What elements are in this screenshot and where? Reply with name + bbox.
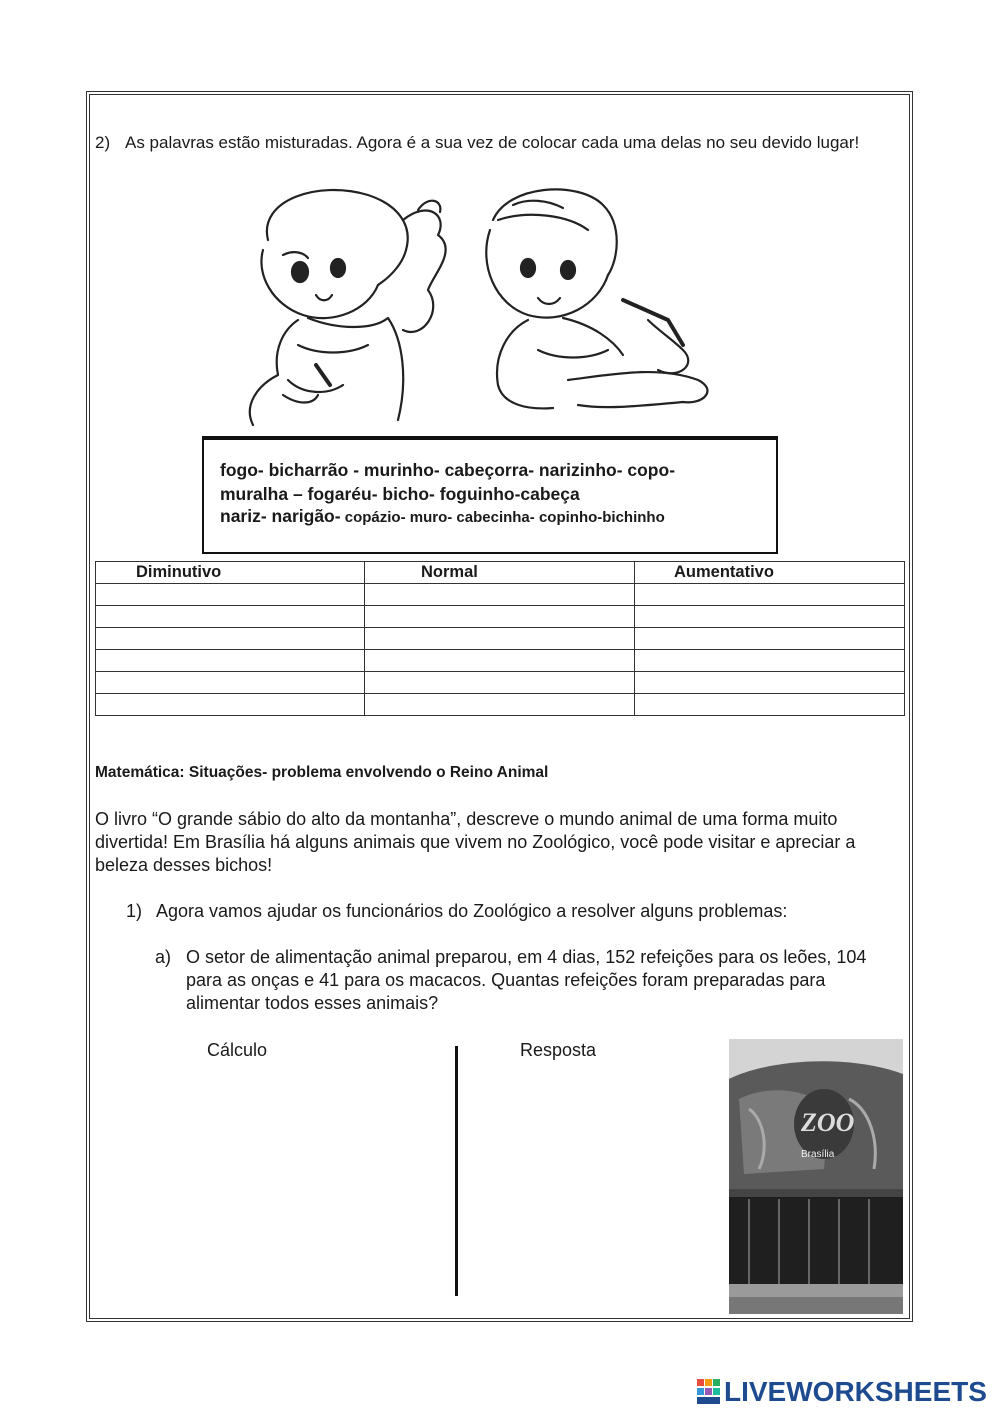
calc-answer-divider xyxy=(455,1046,458,1296)
zoo-sign-subtext: Brasília xyxy=(801,1149,835,1160)
table-row xyxy=(96,584,905,606)
table-header-row xyxy=(96,562,905,584)
liveworksheets-wordmark: LIVEWORKSHEETS xyxy=(724,1376,987,1407)
word-bank-box xyxy=(202,436,778,554)
liveworksheets-mark-icon xyxy=(697,1379,721,1405)
math-item-a-letter: a) xyxy=(155,947,172,967)
answer-cell[interactable] xyxy=(96,584,365,606)
classification-table xyxy=(95,561,905,716)
answer-cell[interactable] xyxy=(635,628,905,650)
liveworksheets-logo xyxy=(697,1377,987,1407)
math-item-1-text: Agora vamos ajudar os funcionários do Zoológico a resolver alguns problemas: xyxy=(156,901,788,921)
math-heading: Matemática: Situações- problema envolvendo o Reino Animal xyxy=(95,764,549,781)
children-illustration xyxy=(228,180,738,442)
table-row xyxy=(96,672,905,694)
word-bank-line-3-big: nariz- narigão- xyxy=(220,506,341,526)
zoo-photo xyxy=(729,1039,903,1314)
header-normal: Normal xyxy=(365,562,635,584)
word-bank-line-1: fogo- bicharrão - murinho- cabeçorra- narizinho- copo- xyxy=(220,460,676,480)
answer-cell[interactable] xyxy=(635,606,905,628)
table-row xyxy=(96,694,905,716)
table-row xyxy=(96,650,905,672)
answer-cell[interactable] xyxy=(365,584,635,606)
answer-cell[interactable] xyxy=(365,606,635,628)
answer-cell[interactable] xyxy=(635,672,905,694)
answer-cell[interactable] xyxy=(365,650,635,672)
word-bank-line-3 xyxy=(220,506,665,527)
math-item-1-number: 1) xyxy=(126,901,143,921)
word-bank-line-3-small: copázio- muro- cabecinha- copinho-bichinho xyxy=(340,509,665,526)
header-aumentativo: Aumentativo xyxy=(635,562,905,584)
header-diminutivo: Diminutivo xyxy=(96,562,365,584)
question-2-text: As palavras estão misturadas. Agora é a sua vez de colocar cada uma delas no seu devido lugar! xyxy=(125,133,860,152)
answer-cell[interactable] xyxy=(96,650,365,672)
answer-cell[interactable] xyxy=(96,694,365,716)
answer-cell[interactable] xyxy=(365,628,635,650)
question-2-number: 2) xyxy=(95,133,111,152)
answer-cell[interactable] xyxy=(635,584,905,606)
answer-cell[interactable] xyxy=(365,694,635,716)
table-row xyxy=(96,628,905,650)
answer-label: Resposta xyxy=(520,1040,597,1060)
answer-cell[interactable] xyxy=(96,672,365,694)
calc-label: Cálculo xyxy=(207,1040,268,1060)
answer-cell[interactable] xyxy=(96,628,365,650)
answer-cell[interactable] xyxy=(635,650,905,672)
answer-cell[interactable] xyxy=(96,606,365,628)
zoo-sign-text: ZOO xyxy=(801,1108,855,1137)
answer-cell[interactable] xyxy=(635,694,905,716)
table-row xyxy=(96,606,905,628)
word-bank-line-2: muralha – fogaréu- bicho- foguinho-cabeça xyxy=(220,484,580,504)
answer-cell[interactable] xyxy=(365,672,635,694)
math-intro-paragraph: O livro “O grande sábio do alto da montanha”, descreve o mundo animal de uma forma muito divertida! Em Brasília há alguns animais que vivem no Zoológico, você pode visitar e apreciar a beleza desses bichos! xyxy=(95,809,856,875)
math-item-a-text: O setor de alimentação animal preparou, em 4 dias, 152 refeições para os leões, 104 para as onças e 41 para os macacos. Quantas refeições foram preparadas para alimentar todos esses animais? xyxy=(186,947,867,1013)
